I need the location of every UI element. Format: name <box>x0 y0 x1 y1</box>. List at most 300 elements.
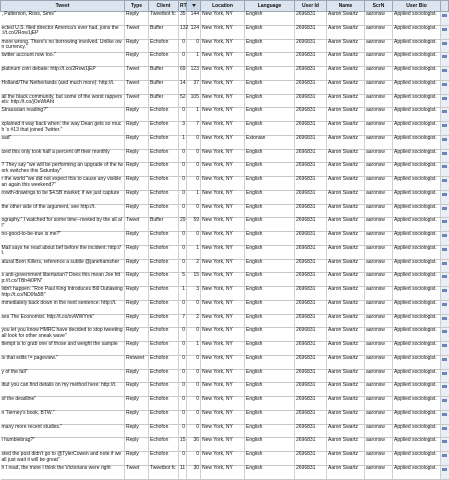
link-cell[interactable] <box>441 410 449 424</box>
language-cell[interactable]: English <box>245 94 295 108</box>
screen-name-cell[interactable]: aaronsw <box>365 204 393 218</box>
location-cell[interactable]: New York, NY <box>201 259 245 273</box>
link-cell[interactable] <box>441 94 449 108</box>
type-cell[interactable]: Reply <box>125 452 149 466</box>
user-id-cell[interactable]: 2696831 <box>295 342 327 356</box>
screen-name-cell[interactable]: aaronsw <box>365 273 393 287</box>
user-bio-cell[interactable]: Applied sociologist. <box>393 410 441 424</box>
link-cell[interactable] <box>441 342 449 356</box>
language-cell[interactable]: English <box>245 218 295 232</box>
rt-count-cell[interactable]: 0 <box>179 369 187 383</box>
language-cell[interactable]: English <box>245 204 295 218</box>
name-cell[interactable]: Aaron Swartz <box>327 397 365 411</box>
tweet-cell[interactable] <box>1 314 125 328</box>
rt-count-cell[interactable]: 0 <box>179 245 187 259</box>
count-cell[interactable]: 2 <box>187 259 201 273</box>
user-id-cell[interactable]: 2696831 <box>295 300 327 314</box>
location-cell[interactable]: New York, NY <box>201 424 245 438</box>
screen-name-cell[interactable]: aaronsw <box>365 314 393 328</box>
table-row[interactable] <box>1 287 449 301</box>
language-cell[interactable]: English <box>245 328 295 342</box>
count-cell[interactable]: 0 <box>187 204 201 218</box>
type-cell[interactable]: Reply <box>125 163 149 177</box>
table-row[interactable] <box>1 232 449 246</box>
screen-name-cell[interactable]: aaronsw <box>365 190 393 204</box>
link-cell[interactable] <box>441 108 449 122</box>
screen-name-cell[interactable]: aaronsw <box>365 122 393 136</box>
tweet-cell[interactable] <box>1 39 125 53</box>
screen-name-cell[interactable]: aaronsw <box>365 465 393 479</box>
user-bio-cell[interactable]: Applied sociologist. <box>393 369 441 383</box>
type-cell[interactable]: Reply <box>125 232 149 246</box>
rt-count-cell[interactable]: 0 <box>179 232 187 246</box>
link-cell[interactable] <box>441 314 449 328</box>
tweet-cell[interactable] <box>1 273 125 287</box>
screen-name-cell[interactable]: aaronsw <box>365 328 393 342</box>
link-cell[interactable] <box>441 67 449 81</box>
rt-count-cell[interactable]: 0 <box>179 424 187 438</box>
rt-count-cell[interactable]: 0 <box>179 53 187 67</box>
column-header-tweet[interactable]: Tweet <box>1 1 125 12</box>
tweet-cell[interactable] <box>1 424 125 438</box>
rt-count-cell[interactable]: 1 <box>179 135 187 149</box>
client-cell[interactable]: Echofon <box>149 273 179 287</box>
type-cell[interactable]: Reply <box>125 204 149 218</box>
client-cell[interactable]: Echofon <box>149 177 179 191</box>
count-cell[interactable]: 1 <box>187 53 201 67</box>
language-cell[interactable]: English <box>245 190 295 204</box>
location-cell[interactable]: New York, NY <box>201 39 245 53</box>
table-row[interactable] <box>1 135 449 149</box>
location-cell[interactable]: New York, NY <box>201 204 245 218</box>
user-bio-cell[interactable]: Applied sociologist. <box>393 328 441 342</box>
table-row[interactable] <box>1 410 449 424</box>
table-row[interactable] <box>1 273 449 287</box>
client-cell[interactable]: Echofon <box>149 452 179 466</box>
language-cell[interactable]: English <box>245 149 295 163</box>
client-cell[interactable]: Tweetbot fc <box>149 465 179 479</box>
type-cell[interactable]: Reply <box>125 314 149 328</box>
user-id-cell[interactable]: 2696831 <box>295 369 327 383</box>
client-cell[interactable]: Echofon <box>149 163 179 177</box>
tweet-cell[interactable] <box>1 218 125 232</box>
name-cell[interactable]: Aaron Swartz <box>327 300 365 314</box>
table-row[interactable] <box>1 300 449 314</box>
location-cell[interactable]: New York, NY <box>201 314 245 328</box>
language-cell[interactable]: English <box>245 438 295 452</box>
column-header-user-bio[interactable]: User Bio <box>393 1 441 12</box>
tweet-cell[interactable] <box>1 25 125 39</box>
name-cell[interactable]: Aaron Swartz <box>327 314 365 328</box>
column-header-user-id[interactable]: User Id <box>295 1 327 12</box>
client-cell[interactable]: Buffer <box>149 80 179 94</box>
location-cell[interactable]: New York, NY <box>201 410 245 424</box>
link-cell[interactable] <box>441 328 449 342</box>
client-cell[interactable]: Echofon <box>149 204 179 218</box>
user-bio-cell[interactable]: Applied sociologist. <box>393 204 441 218</box>
user-id-cell[interactable]: 2696831 <box>295 218 327 232</box>
screen-name-cell[interactable]: aaronsw <box>365 25 393 39</box>
language-cell[interactable]: English <box>245 80 295 94</box>
user-id-cell[interactable]: 2696831 <box>295 163 327 177</box>
location-cell[interactable]: New York, NY <box>201 245 245 259</box>
link-cell[interactable] <box>441 39 449 53</box>
rt-count-cell[interactable]: 0 <box>179 259 187 273</box>
table-row[interactable] <box>1 369 449 383</box>
table-row[interactable] <box>1 108 449 122</box>
user-bio-cell[interactable]: Applied sociologist. <box>393 259 441 273</box>
tweet-cell[interactable] <box>1 383 125 397</box>
location-cell[interactable]: New York, NY <box>201 67 245 81</box>
user-id-cell[interactable]: 2696831 <box>295 12 327 26</box>
client-cell[interactable]: Echofon <box>149 410 179 424</box>
name-cell[interactable]: Aaron Swartz <box>327 53 365 67</box>
link-cell[interactable] <box>441 163 449 177</box>
client-cell[interactable]: Echofon <box>149 190 179 204</box>
rt-count-cell[interactable]: 15 <box>179 438 187 452</box>
client-cell[interactable]: Tweetbot fc <box>149 12 179 26</box>
count-cell[interactable]: 124 <box>187 25 201 39</box>
language-cell[interactable]: English <box>245 39 295 53</box>
location-cell[interactable]: New York, NY <box>201 369 245 383</box>
screen-name-cell[interactable]: aaronsw <box>365 342 393 356</box>
screen-name-cell[interactable]: aaronsw <box>365 424 393 438</box>
tweet-cell[interactable] <box>1 204 125 218</box>
link-cell[interactable] <box>441 300 449 314</box>
tweet-cell[interactable] <box>1 12 125 26</box>
tweet-cell[interactable] <box>1 190 125 204</box>
name-cell[interactable]: Aaron Swartz <box>327 273 365 287</box>
client-cell[interactable]: Echofon <box>149 53 179 67</box>
name-cell[interactable]: Aaron Swartz <box>327 122 365 136</box>
language-cell[interactable]: English <box>245 108 295 122</box>
language-cell[interactable]: Estonian <box>245 135 295 149</box>
language-cell[interactable]: English <box>245 300 295 314</box>
client-cell[interactable]: Echofon <box>149 259 179 273</box>
location-cell[interactable]: New York, NY <box>201 122 245 136</box>
link-cell[interactable] <box>441 12 449 26</box>
rt-count-cell[interactable]: 14 <box>179 80 187 94</box>
location-cell[interactable]: New York, NY <box>201 232 245 246</box>
tweet-cell[interactable] <box>1 94 125 108</box>
count-cell[interactable]: 0 <box>187 328 201 342</box>
language-cell[interactable]: English <box>245 12 295 26</box>
screen-name-cell[interactable]: aaronsw <box>365 410 393 424</box>
user-id-cell[interactable]: 2696831 <box>295 273 327 287</box>
table-row[interactable] <box>1 190 449 204</box>
user-id-cell[interactable]: 2696831 <box>295 67 327 81</box>
rt-count-cell[interactable]: 132 <box>179 25 187 39</box>
screen-name-cell[interactable]: aaronsw <box>365 369 393 383</box>
user-id-cell[interactable]: 2696831 <box>295 25 327 39</box>
user-bio-cell[interactable]: Applied sociologist. <box>393 383 441 397</box>
user-bio-cell[interactable]: Applied sociologist. <box>393 177 441 191</box>
user-bio-cell[interactable]: Applied sociologist. <box>393 67 441 81</box>
column-header-sorted[interactable] <box>187 1 201 12</box>
user-bio-cell[interactable]: Applied sociologist. <box>393 122 441 136</box>
link-cell[interactable] <box>441 397 449 411</box>
user-bio-cell[interactable]: Applied sociologist. <box>393 149 441 163</box>
name-cell[interactable]: Aaron Swartz <box>327 465 365 479</box>
user-id-cell[interactable]: 2696831 <box>295 452 327 466</box>
language-cell[interactable]: English <box>245 287 295 301</box>
column-header-scrn[interactable]: ScrN <box>365 1 393 12</box>
count-cell[interactable]: 0 <box>187 452 201 466</box>
user-id-cell[interactable]: 2696831 <box>295 232 327 246</box>
screen-name-cell[interactable]: aaronsw <box>365 438 393 452</box>
table-row[interactable] <box>1 94 449 108</box>
user-id-cell[interactable]: 2696831 <box>295 245 327 259</box>
tweet-cell[interactable] <box>1 232 125 246</box>
type-cell[interactable]: Reply <box>125 122 149 136</box>
rt-count-cell[interactable]: 0 <box>179 108 187 122</box>
user-bio-cell[interactable]: Applied sociologist. <box>393 135 441 149</box>
table-row[interactable] <box>1 177 449 191</box>
user-bio-cell[interactable]: Applied sociologist. <box>393 39 441 53</box>
tweet-cell[interactable] <box>1 177 125 191</box>
location-cell[interactable]: New York, NY <box>201 452 245 466</box>
name-cell[interactable]: Aaron Swartz <box>327 410 365 424</box>
count-cell[interactable]: 0 <box>187 424 201 438</box>
client-cell[interactable]: Echofon <box>149 135 179 149</box>
location-cell[interactable]: New York, NY <box>201 397 245 411</box>
link-cell[interactable] <box>441 355 449 369</box>
link-cell[interactable] <box>441 53 449 67</box>
name-cell[interactable]: Aaron Swartz <box>327 190 365 204</box>
name-cell[interactable]: Aaron Swartz <box>327 424 365 438</box>
location-cell[interactable]: New York, NY <box>201 177 245 191</box>
tweet-cell[interactable] <box>1 149 125 163</box>
name-cell[interactable]: Aaron Swartz <box>327 12 365 26</box>
column-header-extra[interactable] <box>441 1 449 12</box>
screen-name-cell[interactable]: aaronsw <box>365 259 393 273</box>
client-cell[interactable]: Echofon <box>149 328 179 342</box>
type-cell[interactable]: Tweet <box>125 218 149 232</box>
tweet-cell[interactable] <box>1 135 125 149</box>
type-cell[interactable]: Reply <box>125 39 149 53</box>
link-cell[interactable] <box>441 122 449 136</box>
type-cell[interactable]: Reply <box>125 135 149 149</box>
tweet-cell[interactable] <box>1 300 125 314</box>
user-bio-cell[interactable]: Applied sociologist. <box>393 190 441 204</box>
count-cell[interactable]: 0 <box>187 149 201 163</box>
link-cell[interactable] <box>441 149 449 163</box>
screen-name-cell[interactable]: aaronsw <box>365 53 393 67</box>
client-cell[interactable]: Echofon <box>149 287 179 301</box>
table-row[interactable] <box>1 218 449 232</box>
location-cell[interactable]: New York, NY <box>201 163 245 177</box>
screen-name-cell[interactable]: aaronsw <box>365 452 393 466</box>
rt-count-cell[interactable]: 0 <box>179 410 187 424</box>
user-bio-cell[interactable]: Applied sociologist. <box>393 245 441 259</box>
rt-count-cell[interactable]: 29 <box>179 218 187 232</box>
user-bio-cell[interactable]: Applied sociologist. <box>393 80 441 94</box>
language-cell[interactable]: English <box>245 177 295 191</box>
table-row[interactable] <box>1 328 449 342</box>
type-cell[interactable]: Reply <box>125 424 149 438</box>
language-cell[interactable]: English <box>245 369 295 383</box>
table-row[interactable] <box>1 397 449 411</box>
name-cell[interactable]: Aaron Swartz <box>327 177 365 191</box>
type-cell[interactable]: Reply <box>125 245 149 259</box>
type-cell[interactable]: Reply <box>125 328 149 342</box>
type-cell[interactable]: Reply <box>125 273 149 287</box>
count-cell[interactable]: 36 <box>187 438 201 452</box>
language-cell[interactable]: English <box>245 25 295 39</box>
type-cell[interactable]: Reply <box>125 369 149 383</box>
column-header-type[interactable]: Type <box>125 1 149 12</box>
rt-count-cell[interactable]: 0 <box>179 355 187 369</box>
tweet-cell[interactable] <box>1 328 125 342</box>
rt-count-cell[interactable]: 0 <box>179 163 187 177</box>
count-cell[interactable]: 0 <box>187 355 201 369</box>
client-cell[interactable]: Echofon <box>149 232 179 246</box>
user-bio-cell[interactable]: Applied sociologist. <box>393 424 441 438</box>
count-cell[interactable]: 144 <box>187 12 201 26</box>
user-id-cell[interactable]: 2696831 <box>295 383 327 397</box>
link-cell[interactable] <box>441 190 449 204</box>
user-bio-cell[interactable]: Applied sociologist. <box>393 342 441 356</box>
tweet-cell[interactable] <box>1 465 125 479</box>
name-cell[interactable]: Aaron Swartz <box>327 80 365 94</box>
name-cell[interactable]: Aaron Swartz <box>327 452 365 466</box>
user-id-cell[interactable]: 2696831 <box>295 177 327 191</box>
location-cell[interactable]: New York, NY <box>201 25 245 39</box>
screen-name-cell[interactable]: aaronsw <box>365 108 393 122</box>
rt-count-cell[interactable]: 5 <box>179 273 187 287</box>
user-id-cell[interactable]: 2696831 <box>295 397 327 411</box>
link-cell[interactable] <box>441 245 449 259</box>
screen-name-cell[interactable]: aaronsw <box>365 218 393 232</box>
language-cell[interactable]: English <box>245 410 295 424</box>
location-cell[interactable]: New York, NY <box>201 300 245 314</box>
type-cell[interactable]: Tweet <box>125 67 149 81</box>
type-cell[interactable]: Tweet <box>125 465 149 479</box>
language-cell[interactable]: English <box>245 342 295 356</box>
user-bio-cell[interactable]: Applied sociologist. <box>393 287 441 301</box>
user-bio-cell[interactable]: Applied sociologist. <box>393 108 441 122</box>
count-cell[interactable]: 0 <box>187 397 201 411</box>
client-cell[interactable]: Echofon <box>149 424 179 438</box>
table-row[interactable] <box>1 259 449 273</box>
link-cell[interactable] <box>441 287 449 301</box>
name-cell[interactable]: Aaron Swartz <box>327 94 365 108</box>
user-id-cell[interactable]: 2696831 <box>295 122 327 136</box>
client-cell[interactable]: Echofon <box>149 397 179 411</box>
rt-count-cell[interactable]: 69 <box>179 67 187 81</box>
name-cell[interactable]: Aaron Swartz <box>327 149 365 163</box>
name-cell[interactable]: Aaron Swartz <box>327 163 365 177</box>
rt-count-cell[interactable]: 0 <box>179 397 187 411</box>
location-cell[interactable]: New York, NY <box>201 383 245 397</box>
link-cell[interactable] <box>441 135 449 149</box>
user-id-cell[interactable]: 2696831 <box>295 80 327 94</box>
location-cell[interactable]: New York, NY <box>201 287 245 301</box>
count-cell[interactable]: 2 <box>187 314 201 328</box>
name-cell[interactable]: Aaron Swartz <box>327 25 365 39</box>
column-header-name[interactable]: Name <box>327 1 365 12</box>
link-cell[interactable] <box>441 465 449 479</box>
count-cell[interactable]: 3 <box>187 287 201 301</box>
table-row[interactable] <box>1 355 449 369</box>
table-row[interactable] <box>1 12 449 26</box>
screen-name-cell[interactable]: aaronsw <box>365 232 393 246</box>
rt-count-cell[interactable]: 7 <box>179 314 187 328</box>
rt-count-cell[interactable]: 0 <box>179 149 187 163</box>
name-cell[interactable]: Aaron Swartz <box>327 369 365 383</box>
type-cell[interactable]: Reply <box>125 287 149 301</box>
name-cell[interactable]: Aaron Swartz <box>327 383 365 397</box>
client-cell[interactable]: Echofon <box>149 383 179 397</box>
user-bio-cell[interactable]: Applied sociologist. <box>393 273 441 287</box>
user-bio-cell[interactable]: Applied sociologist. <box>393 355 441 369</box>
name-cell[interactable]: Aaron Swartz <box>327 218 365 232</box>
client-cell[interactable]: Buffer <box>149 67 179 81</box>
language-cell[interactable]: English <box>245 232 295 246</box>
language-cell[interactable]: English <box>245 163 295 177</box>
client-cell[interactable]: Echofon <box>149 438 179 452</box>
user-bio-cell[interactable]: Applied sociologist. <box>393 300 441 314</box>
type-cell[interactable]: Reply <box>125 342 149 356</box>
count-cell[interactable]: 0 <box>187 163 201 177</box>
column-header-rt[interactable]: RT <box>179 1 187 12</box>
table-row[interactable] <box>1 39 449 53</box>
screen-name-cell[interactable]: aaronsw <box>365 135 393 149</box>
client-cell[interactable]: Echofon <box>149 122 179 136</box>
rt-count-cell[interactable]: 0 <box>179 452 187 466</box>
type-cell[interactable]: Reply <box>125 410 149 424</box>
table-row[interactable] <box>1 314 449 328</box>
type-cell[interactable]: Reply <box>125 12 149 26</box>
user-bio-cell[interactable]: Applied sociologist. <box>393 397 441 411</box>
client-cell[interactable]: Echofon <box>149 342 179 356</box>
location-cell[interactable]: New York, NY <box>201 273 245 287</box>
client-cell[interactable]: Buffer <box>149 218 179 232</box>
type-cell[interactable]: Tweet <box>125 25 149 39</box>
name-cell[interactable]: Aaron Swartz <box>327 355 365 369</box>
count-cell[interactable]: 0 <box>187 383 201 397</box>
language-cell[interactable]: English <box>245 53 295 67</box>
user-id-cell[interactable]: 2696831 <box>295 149 327 163</box>
type-cell[interactable]: Reply <box>125 397 149 411</box>
link-cell[interactable] <box>441 424 449 438</box>
language-cell[interactable]: English <box>245 122 295 136</box>
client-cell[interactable]: Echofon <box>149 108 179 122</box>
location-cell[interactable]: New York, NY <box>201 328 245 342</box>
rt-count-cell[interactable]: 1 <box>179 287 187 301</box>
screen-name-cell[interactable]: aaronsw <box>365 94 393 108</box>
count-cell[interactable]: 1 <box>187 190 201 204</box>
language-cell[interactable]: English <box>245 67 295 81</box>
user-bio-cell[interactable]: Applied sociologist. <box>393 452 441 466</box>
rt-count-cell[interactable]: 0 <box>179 328 187 342</box>
user-bio-cell[interactable]: Applied sociologist. <box>393 314 441 328</box>
user-bio-cell[interactable]: Applied sociologist. <box>393 218 441 232</box>
count-cell[interactable]: 0 <box>187 135 201 149</box>
user-id-cell[interactable]: 2696831 <box>295 94 327 108</box>
language-cell[interactable]: English <box>245 452 295 466</box>
type-cell[interactable]: Reply <box>125 190 149 204</box>
user-id-cell[interactable]: 2696831 <box>295 410 327 424</box>
tweet-cell[interactable] <box>1 53 125 67</box>
user-id-cell[interactable]: 2696831 <box>295 53 327 67</box>
count-cell[interactable]: 15 <box>187 273 201 287</box>
client-cell[interactable]: Echofon <box>149 39 179 53</box>
user-id-cell[interactable]: 2696831 <box>295 438 327 452</box>
user-id-cell[interactable]: 2696831 <box>295 135 327 149</box>
column-header-language[interactable]: Language <box>245 1 295 12</box>
name-cell[interactable]: Aaron Swartz <box>327 232 365 246</box>
